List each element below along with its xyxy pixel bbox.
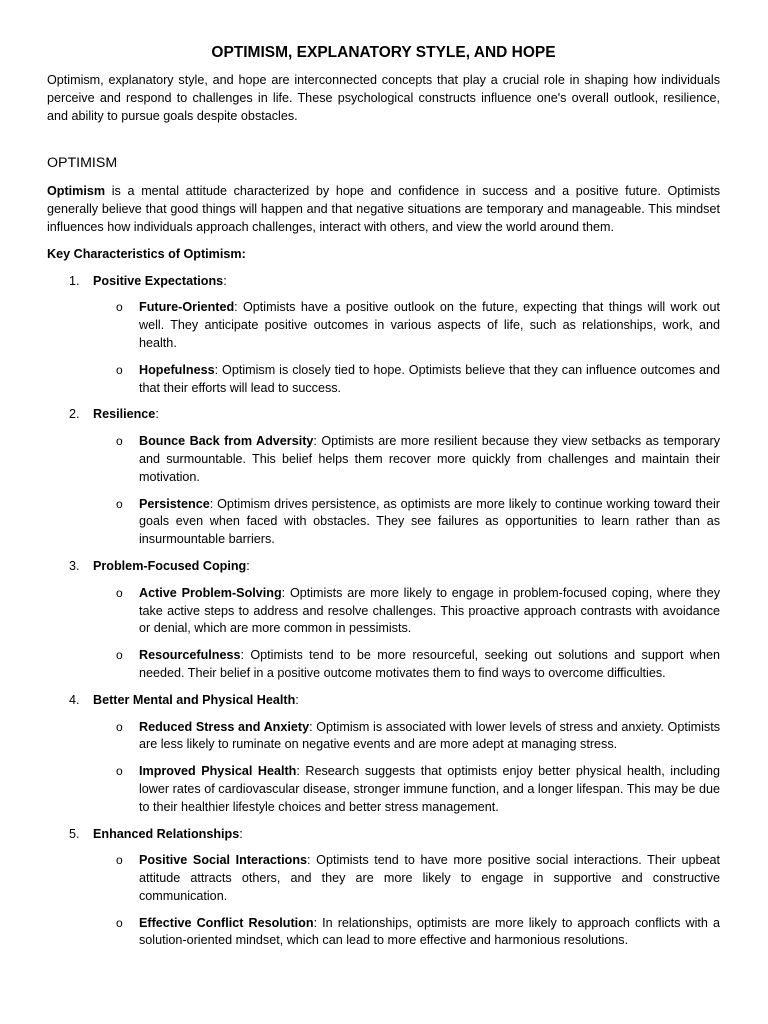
sub-list-item [93, 915, 720, 951]
sub-item-text: : In relationships, optimists are more likely to approach conflicts with a solution-oriented mindset, which can lead to more effective and harmonious resolutions. [139, 915, 720, 948]
sub-item-term: Resourcefulness [139, 648, 241, 663]
sub-list [93, 585, 720, 683]
bullet-icon: o [116, 362, 123, 377]
intro-paragraph: Optimism, explanatory style, and hope are interconnected concepts that play a crucial role in shaping how individuals perceive and respond to challenges in life. These psychological constructs influence one's overall outlook, resilience, and ability to pursue goals despite obstacles. [47, 73, 720, 123]
definition-text: is a mental attitude characterized by hope and confidence in success and a positive future. Optimists generally believe that good things will happen and that negative situations are temporary and manageable. This mindset influences how individuals approach challenges, interact with others, and view the world around them. [47, 184, 720, 234]
definition-paragraph [47, 183, 720, 236]
bullet-icon: o [116, 585, 123, 600]
list-number: 5. [69, 826, 80, 841]
definition-term: Optimism [47, 184, 106, 199]
bullet-icon: o [116, 853, 123, 868]
sub-item-term: Active Problem-Solving [139, 585, 282, 600]
sub-item-term: Positive Social Interactions [139, 853, 308, 868]
sub-list-item [93, 852, 720, 905]
sub-list [93, 299, 720, 397]
list-item-colon: : [246, 558, 250, 573]
sub-item-text: : Research suggests that optimists enjoy better physical health, including lower rates of cardiovascular disease, stronger immune function, and a longer lifespan. This may be due to their healthier lifestyle choices and better stress management. [139, 764, 720, 814]
bullet-icon: o [116, 300, 123, 315]
sub-list-item [93, 299, 720, 352]
list-item-colon: : [223, 273, 227, 288]
list-number: 1. [69, 273, 80, 288]
sub-item-text: : Optimists have a positive outlook on the future, expecting that things will work out well. They anticipate positive outcomes in various aspects of life, such as relationships, work, and health. [139, 300, 720, 350]
list-item [47, 692, 720, 817]
list-item-title: Better Mental and Physical Health [93, 692, 296, 707]
sub-item-term: Improved Physical Health [139, 764, 297, 779]
list-number: 3. [69, 558, 80, 573]
document-title: OPTIMISM, EXPLANATORY STYLE, AND HOPE [211, 44, 556, 61]
bullet-icon: o [116, 648, 123, 663]
bullet-icon: o [116, 719, 123, 734]
key-characteristics-heading: Key Characteristics of Optimism: [47, 246, 246, 261]
list-item [47, 406, 720, 549]
list-number: 4. [69, 692, 80, 707]
characteristics-list [47, 273, 720, 951]
sub-item-term: Persistence [139, 496, 210, 511]
sub-list-item [93, 433, 720, 486]
sub-list [93, 852, 720, 950]
list-number: 2. [69, 407, 80, 422]
sub-item-text: : Optimists tend to have more positive social interactions. Their upbeat attitude attracts others, and they are more likely to engage in supportive and constructive communication. [139, 853, 721, 903]
sub-list-item [93, 496, 720, 549]
sub-item-text: : Optimism drives persistence, as optimists are more likely to continue working toward their goals even when faced with obstacles. They see failures as opportunities to learn rather than as insurmountable barriers. [139, 496, 720, 547]
list-item-title: Resilience [93, 407, 156, 422]
bullet-icon: o [116, 434, 123, 449]
bullet-icon: o [116, 764, 123, 779]
sub-list-item [93, 763, 720, 816]
list-item-colon: : [295, 692, 299, 707]
sub-item-term: Future-Oriented [139, 300, 235, 315]
sub-item-text: : Optimists are more resilient because they view setbacks as temporary and surmountable. This belief helps them recover more quickly from challenges and maintain their motivation. [139, 434, 721, 484]
list-item [47, 826, 720, 951]
list-item-title: Positive Expectations [93, 273, 224, 288]
sub-item-term: Effective Conflict Resolution [139, 915, 314, 930]
sub-item-text: : Optimism is associated with lower levels of stress and anxiety. Optimists are less likely to ruminate on negative events and are more adept at managing stress. [139, 719, 720, 752]
section-heading-optimism: OPTIMISM [47, 155, 118, 172]
sub-item-text: : Optimists are more likely to engage in problem-focused coping, where they take active steps to address and resolve challenges. This proactive approach contrasts with avoidance or denial, which are more common in pessimists. [139, 585, 720, 636]
list-item [47, 273, 720, 398]
list-item-colon: : [155, 407, 159, 422]
sub-item-text: : Optimism is closely tied to hope. Optimists believe that they can influence outcomes and that their efforts will lead to success. [139, 362, 720, 395]
list-item [47, 558, 720, 683]
sub-list [93, 719, 720, 817]
sub-item-text: : Optimists tend to be more resourceful, seeking out solutions and support when needed. Their belief in a positive outcome motivates them to find ways to overcome difficulties. [139, 648, 720, 680]
list-item-colon: : [239, 826, 243, 841]
sub-item-term: Bounce Back from Adversity [139, 434, 314, 449]
sub-list-item [93, 585, 720, 638]
sub-list-item [93, 362, 720, 398]
sub-item-term: Hopefulness [139, 362, 215, 377]
sub-list-item [93, 647, 720, 683]
sub-list [93, 433, 720, 549]
bullet-icon: o [116, 915, 123, 930]
list-item-title: Problem-Focused Coping [93, 558, 247, 573]
sub-list-item [93, 719, 720, 755]
bullet-icon: o [116, 496, 123, 511]
sub-item-term: Reduced Stress and Anxiety [139, 719, 310, 734]
list-item-title: Enhanced Relationships [93, 826, 240, 841]
